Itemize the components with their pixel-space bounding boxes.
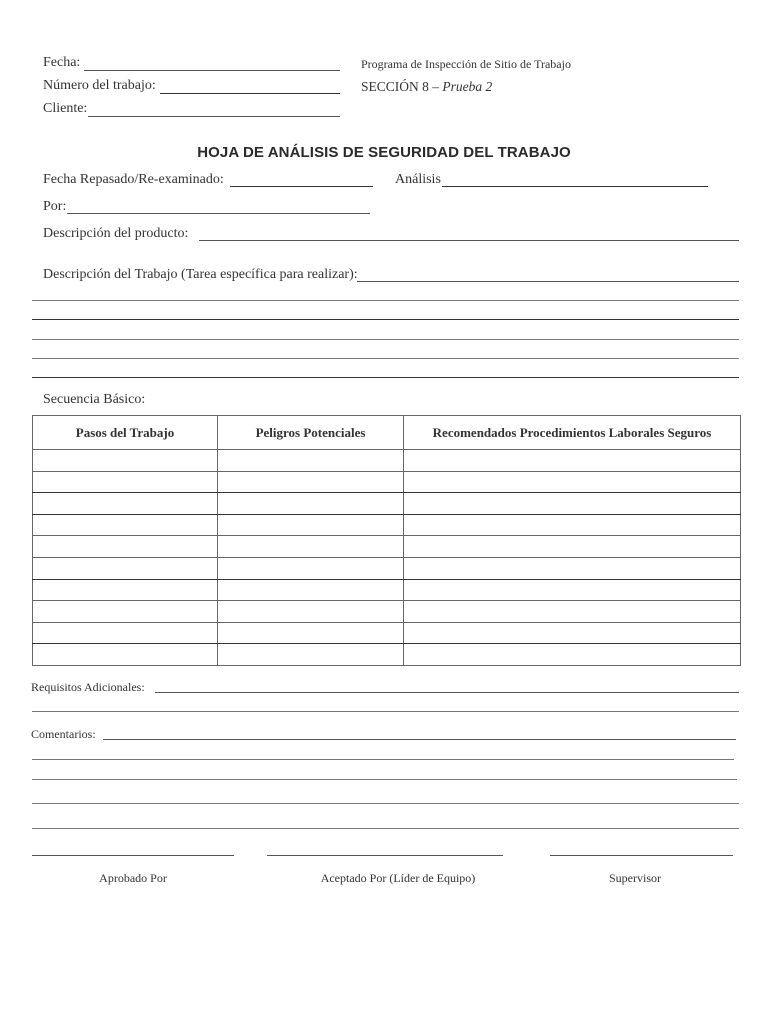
table-cell[interactable] [404,450,741,472]
table-cell[interactable] [33,450,218,472]
fecha-field[interactable] [84,70,340,71]
writing-line[interactable] [32,711,739,712]
table-row [33,644,741,666]
table-row [33,601,741,623]
cliente-label: Cliente: [43,101,88,116]
writing-line[interactable] [32,759,734,760]
table-cell[interactable] [218,536,404,558]
comentarios-label: Comentarios: [31,727,96,741]
cliente-field[interactable] [88,116,340,117]
table-cell[interactable] [404,557,741,579]
por-field[interactable] [67,213,370,214]
writing-line[interactable] [32,300,739,301]
table-cell[interactable] [218,579,404,601]
table-row [33,579,741,601]
table-row [33,471,741,493]
col-header-procedimientos: Recomendados Procedimientos Laborales Seguros [404,416,741,450]
table-cell[interactable] [404,471,741,493]
table-cell[interactable] [404,601,741,623]
table-row [33,514,741,536]
fecha-repasado-field[interactable] [230,186,373,187]
fecha-label: Fecha: [43,55,81,70]
table-row [33,536,741,558]
descripcion-producto-field[interactable] [199,240,739,241]
aprobado-label: Aprobado Por [99,871,167,885]
table-cell[interactable] [218,471,404,493]
writing-line[interactable] [32,779,737,780]
supervisor-label: Supervisor [609,871,661,885]
writing-line[interactable] [32,828,739,829]
table-row [33,622,741,644]
writing-line[interactable] [32,358,739,359]
descripcion-producto-label: Descripción del producto: [43,226,189,241]
col-header-pasos: Pasos del Trabajo [33,416,218,450]
analisis-label: Análisis [395,172,441,187]
supervisor-signature-line[interactable] [550,855,733,856]
table-cell[interactable] [33,579,218,601]
aceptado-label: Aceptado Por (Líder de Equipo) [320,871,476,885]
table-cell[interactable] [404,493,741,515]
table-cell[interactable] [404,579,741,601]
descripcion-trabajo-label: Descripción del Trabajo (Tarea específica para realizar): [43,267,358,282]
table-cell[interactable] [404,514,741,536]
table-cell[interactable] [33,514,218,536]
sequence-table [32,415,741,666]
writing-line[interactable] [32,319,739,320]
table-cell[interactable] [404,536,741,558]
table-row [33,450,741,472]
por-label: Por: [43,199,67,214]
fecha-repasado-label: Fecha Repasado/Re-examinado: [43,172,224,187]
numero-trabajo-field[interactable] [160,93,340,94]
table-cell[interactable] [33,493,218,515]
table-cell[interactable] [218,622,404,644]
table-cell[interactable] [404,644,741,666]
table-row [33,493,741,515]
table-row [33,557,741,579]
section-test: Prueba 2 [442,79,493,94]
comentarios-field[interactable] [103,739,736,740]
table-cell[interactable] [404,622,741,644]
table-cell[interactable] [218,493,404,515]
requisitos-label: Requisitos Adicionales: [31,680,145,694]
table-cell[interactable] [33,557,218,579]
section-heading [361,79,492,95]
requisitos-field[interactable] [155,692,739,693]
writing-line[interactable] [32,339,739,340]
secuencia-label: Secuencia Básico: [43,392,146,407]
table-cell[interactable] [33,644,218,666]
table-header-row [33,416,741,450]
section-label: SECCIÓN 8 – [361,79,440,94]
writing-line[interactable] [32,377,739,378]
table-cell[interactable] [218,644,404,666]
writing-line[interactable] [32,803,739,804]
table-cell[interactable] [218,450,404,472]
table-cell[interactable] [218,557,404,579]
table-cell[interactable] [218,601,404,623]
descripcion-trabajo-field[interactable] [357,281,739,282]
aprobado-signature-line[interactable] [32,855,234,856]
table-cell[interactable] [218,514,404,536]
page-title: HOJA DE ANÁLISIS DE SEGURIDAD DEL TRABAJO [197,144,571,161]
analisis-field[interactable] [442,186,708,187]
table-cell[interactable] [33,622,218,644]
table-cell[interactable] [33,536,218,558]
col-header-peligros: Peligros Potenciales [218,416,404,450]
program-name: Programa de Inspección de Sitio de Trabajo [361,57,571,71]
aceptado-signature-line[interactable] [267,855,503,856]
table-cell[interactable] [33,601,218,623]
table-cell[interactable] [33,471,218,493]
numero-trabajo-label: Número del trabajo: [43,78,156,93]
